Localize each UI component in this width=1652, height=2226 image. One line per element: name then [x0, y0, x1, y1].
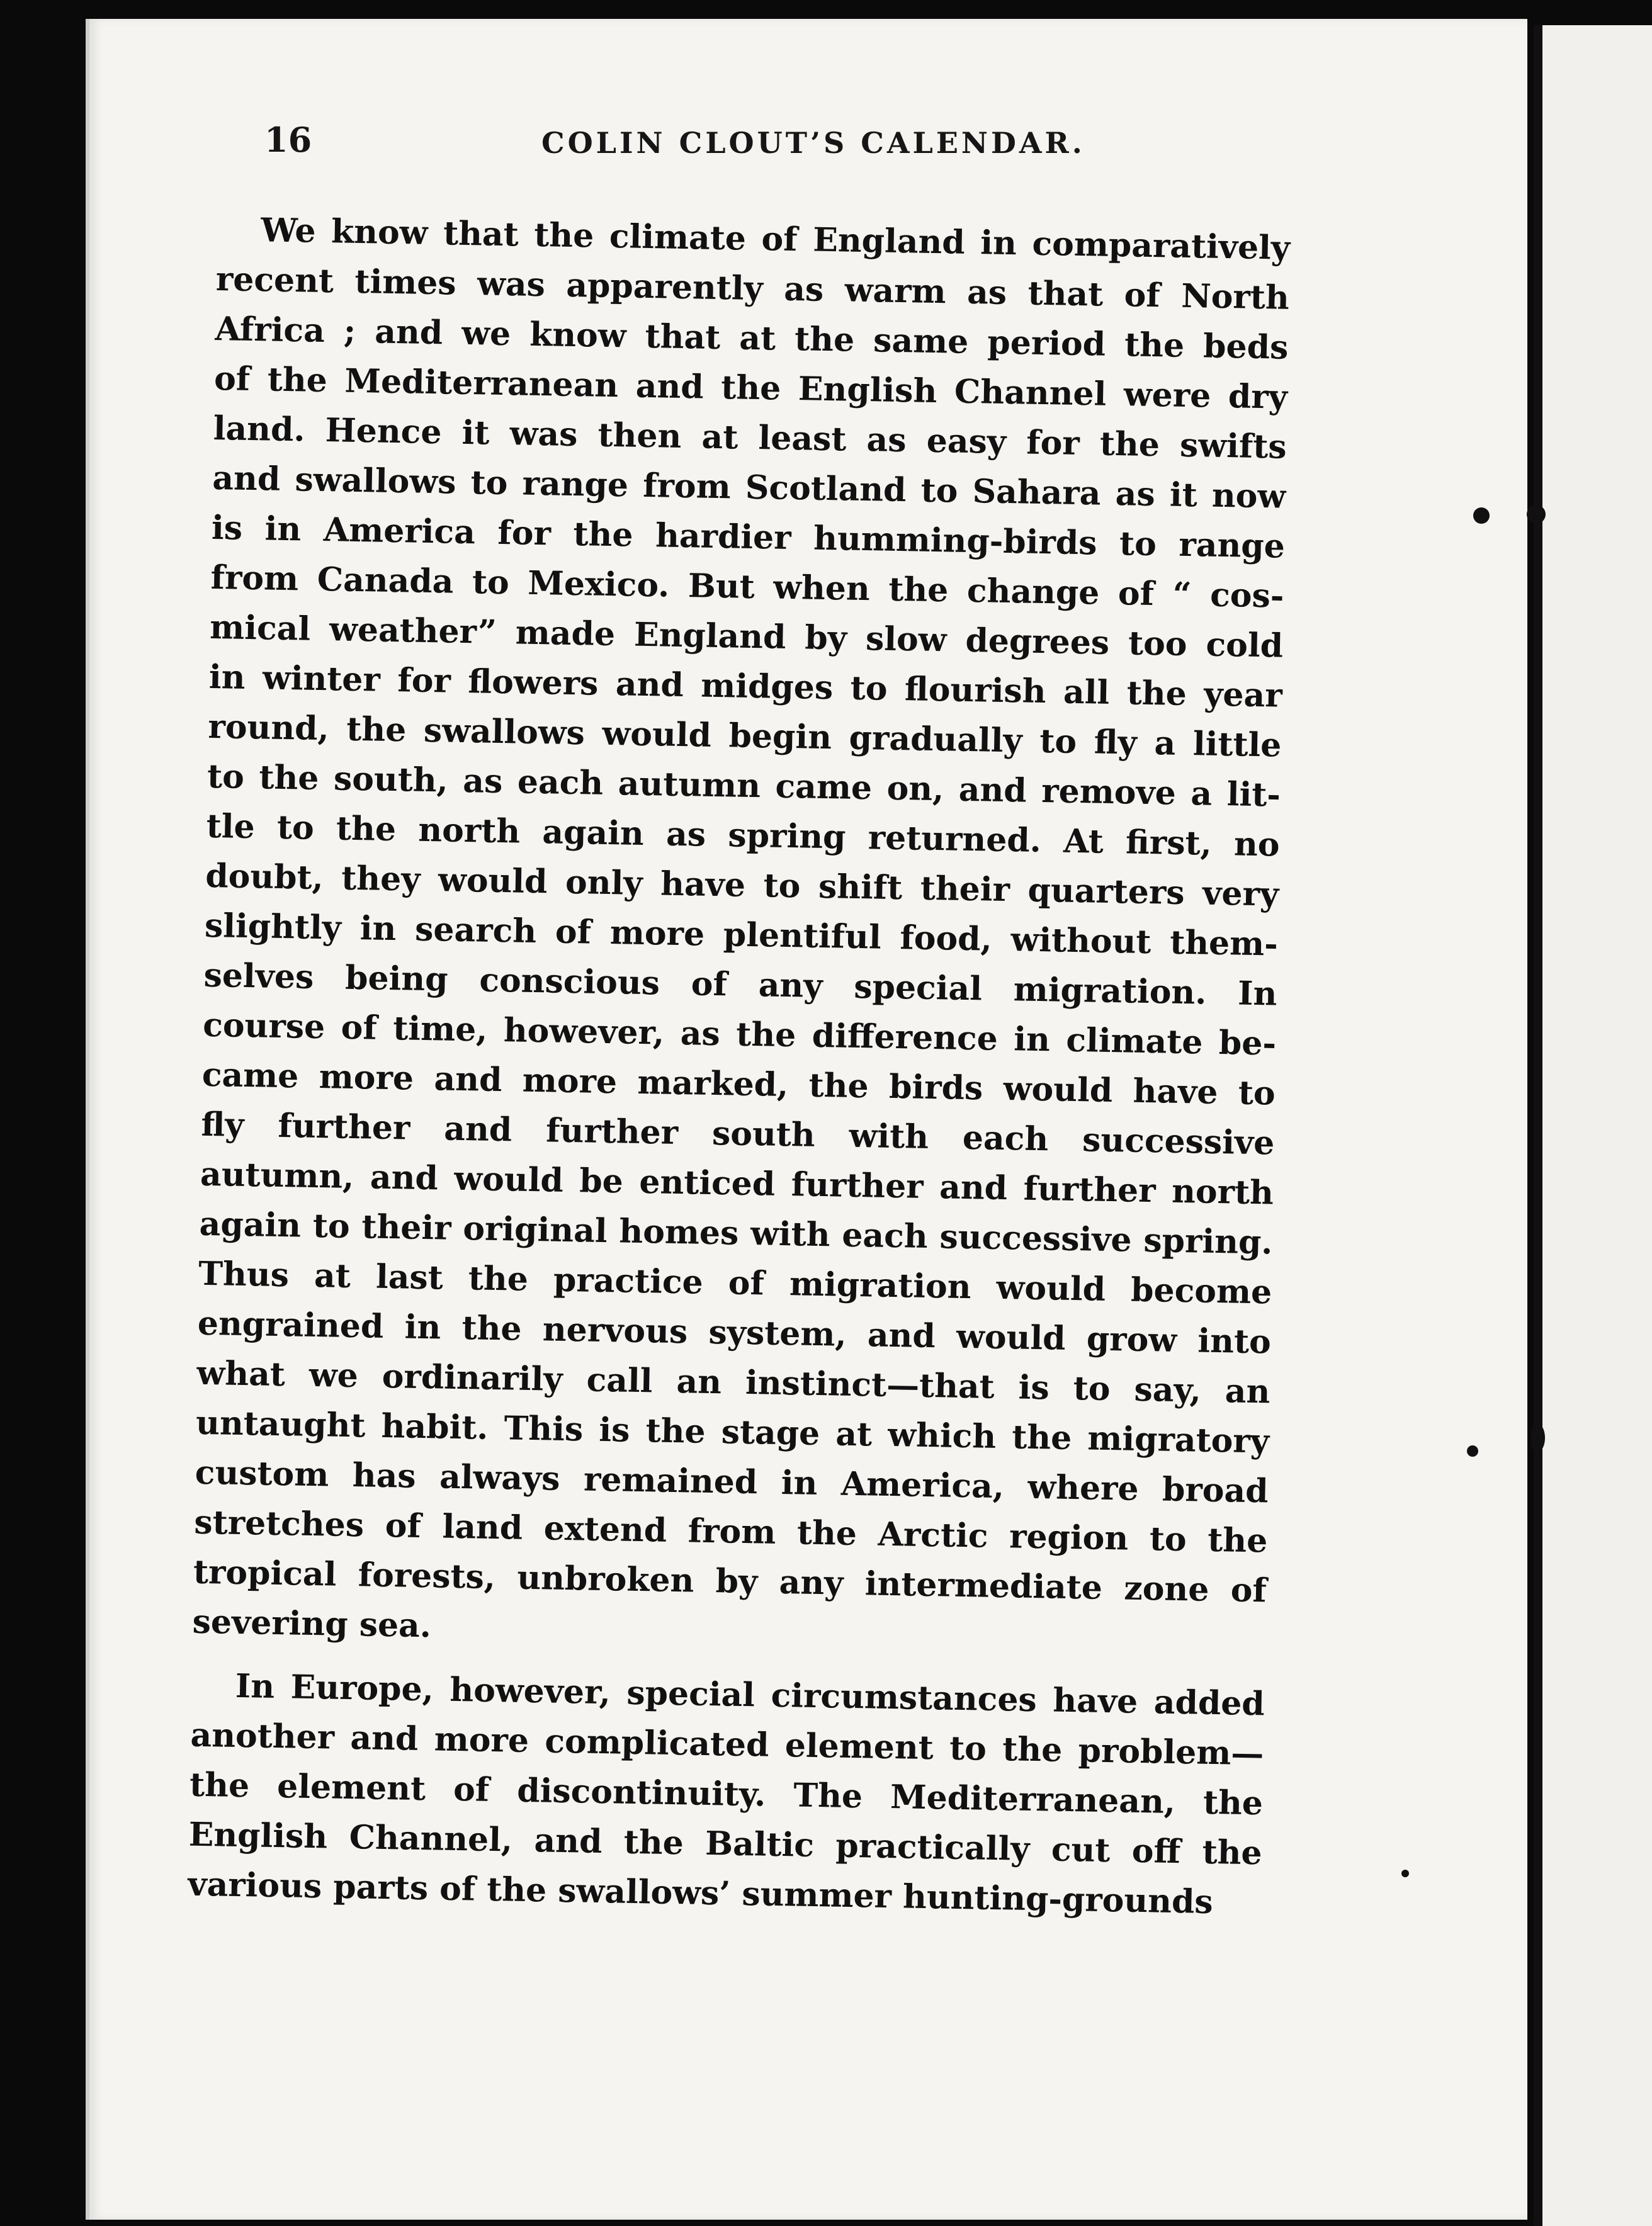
paragraph	[188, 1661, 1265, 1928]
text-line: stretches of land extend from the Arctic region to the	[193, 1503, 1268, 1561]
text-line: selves being conscious of any special migration. In	[203, 956, 1277, 1014]
text-line: slightly in search of more plentiful food, without them-	[204, 906, 1279, 964]
text-line: Thus at last the practice of migration would become	[198, 1254, 1272, 1312]
text-line: and swallows to range from Scotland to Sahara as it now	[212, 458, 1286, 516]
text-line: again to their original homes with each successive spring.	[199, 1204, 1274, 1262]
text-line: in winter for flowers and midges to flourish all the year	[208, 657, 1283, 715]
ink-blot	[1531, 1424, 1545, 1452]
text-line: recent times was apparently as warm as that of North	[215, 259, 1290, 317]
text-line: came more and more marked, the birds would have to	[201, 1055, 1276, 1113]
text-line: autumn, and would be enticed further and further north	[200, 1155, 1274, 1212]
text-line: untaught habit. This is the stage at which the migratory	[195, 1403, 1270, 1461]
text-line: course of time, however, as the difference in climate be-	[202, 1005, 1277, 1063]
text-line: is in America for the hardier humming-birds to range	[211, 508, 1286, 566]
text-line: engrained in the nervous system, and would grow into	[197, 1304, 1272, 1362]
body-text	[188, 205, 1291, 1928]
text-line: from Canada to Mexico. But when the change of “ cos-	[210, 558, 1284, 616]
page-header	[264, 120, 1461, 176]
text-line: tropical forests, unbroken by any intermediate zone of	[193, 1552, 1267, 1610]
ink-blot	[1467, 1445, 1478, 1457]
text-line: doubt, they would only have to shift their quarters very	[205, 856, 1279, 914]
paragraph	[192, 205, 1291, 1665]
running-head: COLIN CLOUT’S CALENDAR.	[541, 126, 1085, 160]
text-line: Africa ; and we know that at the same period the beds	[215, 309, 1289, 367]
ink-blot	[1473, 507, 1490, 524]
text-line: We know that the climate of England in comparatively	[260, 211, 1291, 268]
page-number: 16	[264, 120, 312, 160]
text-line: round, the swallows would begin gradually to fly a little	[207, 707, 1282, 765]
text-line: the element of discontinuity. The Mediterranean, the	[189, 1765, 1264, 1823]
facing-page-edge	[1534, 25, 1652, 2226]
text-line: severing sea.	[192, 1602, 432, 1646]
text-line: land. Hence it was then at least as easy for the swifts	[213, 409, 1287, 466]
ink-blot	[1401, 1870, 1409, 1877]
text-line: mical weather” made England by slow degrees too cold	[209, 607, 1284, 665]
text-line: custom has always remained in America, where broad	[195, 1453, 1269, 1511]
text-line: various parts of the swallows’ summer hunting-grounds	[187, 1865, 1214, 1922]
text-line: another and more complicated element to the problem—	[190, 1715, 1264, 1773]
ink-blot	[1527, 505, 1546, 524]
text-line: fly further and further south with each successive	[200, 1105, 1275, 1163]
text-line: In Europe, however, special circumstances have added	[235, 1666, 1265, 1724]
text-line: tle to the north again as spring returned. At first, no	[206, 806, 1281, 864]
text-line: what we ordinarily call an instinct—that is to say, an	[196, 1353, 1270, 1411]
text-line: to the south, as each autumn came on, and remove a lit-	[206, 757, 1281, 815]
text-line: English Channel, and the Baltic practically cut off the	[188, 1815, 1263, 1873]
text-line: of the Mediterranean and the English Channel were dry	[213, 359, 1288, 417]
